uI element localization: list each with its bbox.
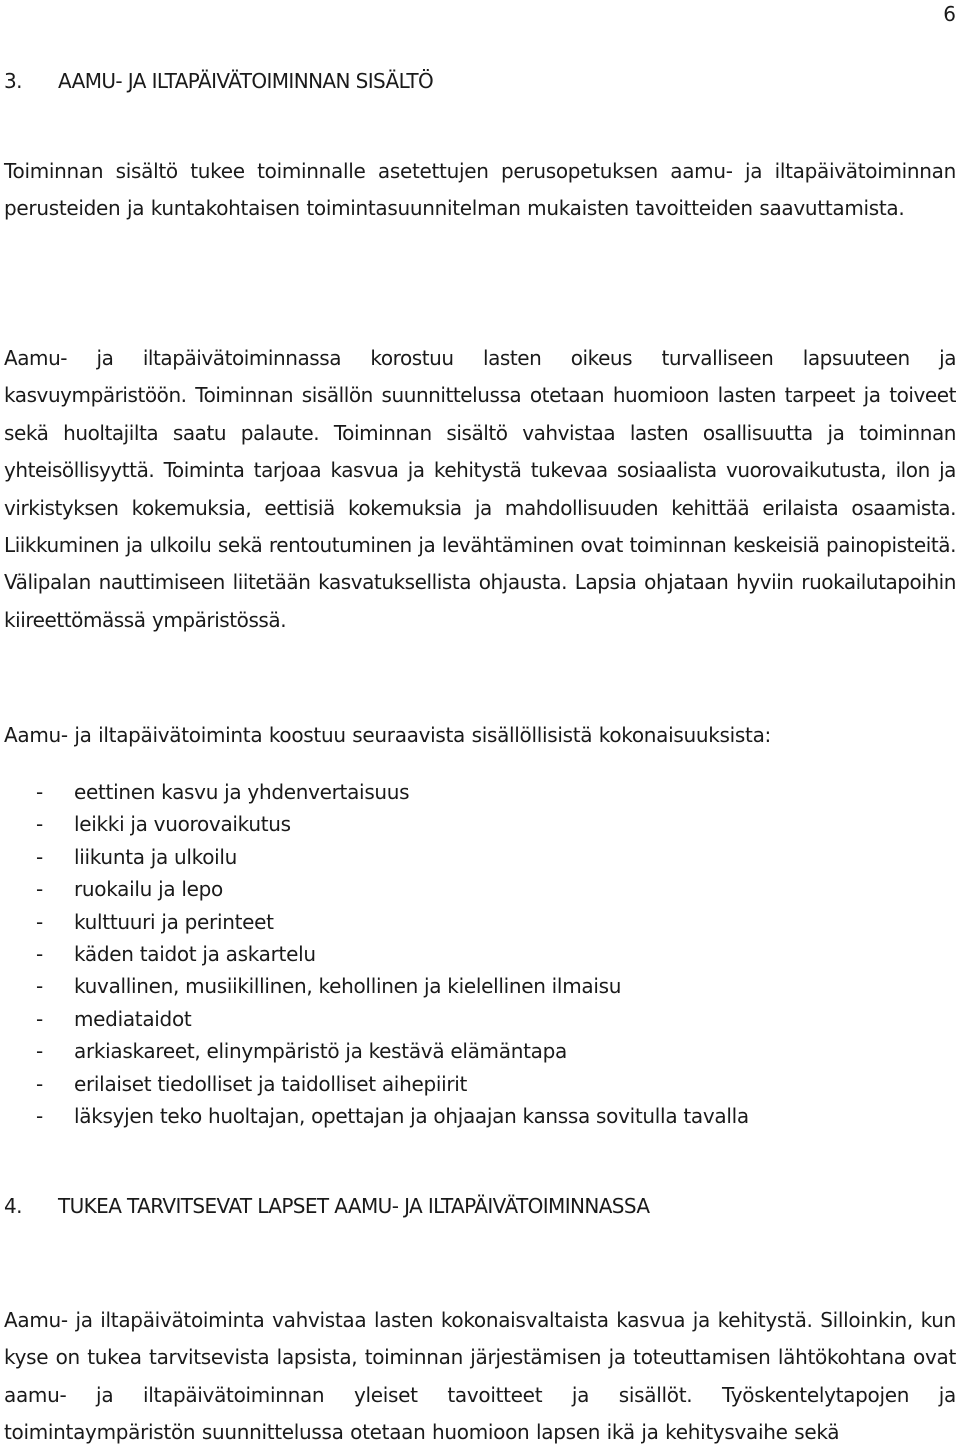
list-item-text: eettinen kasvu ja yhdenvertaisuus	[74, 780, 410, 804]
list-dash: -	[36, 844, 43, 869]
list-item	[36, 1100, 749, 1132]
list-dash: -	[36, 1104, 43, 1129]
section-3-number: 3.	[4, 69, 22, 93]
list-item-text: käden taidot ja askartelu	[74, 942, 316, 967]
list-item	[36, 873, 749, 905]
list-item	[36, 1068, 749, 1100]
list-dash: -	[36, 1006, 43, 1031]
list-dash: -	[36, 1039, 43, 1064]
section-4-number: 4.	[4, 1194, 22, 1218]
list-item-text: kulttuuri ja perinteet	[74, 909, 274, 934]
list-item-text: liikunta ja ulkoilu	[74, 844, 238, 869]
list-item-text: mediataidot	[74, 1006, 192, 1031]
list-item-text: erilaiset tiedolliset ja taidolliset aihepiirit	[74, 1071, 468, 1096]
list-dash: -	[36, 780, 43, 804]
list-item	[36, 808, 749, 840]
list-item	[36, 906, 749, 938]
section-3-title: AAMU- JA ILTAPÄIVÄTOIMINNAN SISÄLTÖ	[58, 69, 434, 93]
section-3-heading	[4, 68, 433, 94]
list-dash: -	[36, 942, 43, 967]
list-item	[36, 841, 749, 873]
page-number: 6	[943, 2, 956, 26]
list-item-text: arkiaskareet, elinympäristö ja kestävä elämäntapa	[74, 1039, 567, 1064]
list-item	[36, 938, 749, 970]
list-item-text: leikki ja vuorovaikutus	[74, 812, 291, 837]
section-4-title: TUKEA TARVITSEVAT LAPSET AAMU- JA ILTAPÄIVÄTOIMINNASSA	[58, 1194, 650, 1218]
content-list	[36, 776, 749, 1132]
list-intro: Aamu- ja iltapäivätoiminta koostuu seuraavista sisällöllisistä kokonaisuuksista:	[4, 723, 771, 747]
section-3-paragraph-1: Toiminnan sisältö tukee toiminnalle asetettujen perusopetuksen aamu- ja iltapäivätoiminnan perusteiden ja kuntakohtaisen toimintasuunnitelman mukaisten tavoitteiden saavuttamista.	[4, 159, 956, 221]
list-item-text: ruokailu ja lepo	[74, 877, 223, 902]
list-dash: -	[36, 812, 43, 837]
list-dash: -	[36, 909, 43, 934]
list-item	[36, 776, 749, 808]
list-item	[36, 970, 749, 1002]
section-4-heading	[4, 1193, 649, 1219]
list-dash: -	[36, 1071, 43, 1096]
list-item-text: kuvallinen, musiikillinen, kehollinen ja kielellinen ilmaisu	[74, 974, 622, 999]
section-3-paragraph-2: Aamu- ja iltapäivätoiminnassa korostuu lasten oikeus turvalliseen lapsuuteen ja kasvuympäristöön. Toiminnan sisällön suunnittelussa otetaan huomioon lasten tarpeet ja toiveet sekä huoltajilta saatu palaute. Toiminnan sisältö vahvistaa lasten osallisuutta ja toiminnan yhteisöllisyyttä. Toiminta tarjoaa kasvua ja kehitystä tukevaa sosiaalista vuorovaikutusta, ilon ja virkistyksen kokemuksia, eettisiä kokemuksia ja mahdollisuuden kehittää erilaista osaamista. Liikkuminen ja ulkoilu sekä rentoutuminen ja levähtäminen ovat toiminnan keskeisiä painopisteitä. Välipalan nauttimiseen liitetään kasvatuksellista ohjausta. Lapsia ohjataan hyviin ruokailutapoihin kiireettömässä ympäristössä.	[4, 346, 956, 632]
list-dash: -	[36, 877, 43, 902]
list-item	[36, 1035, 749, 1067]
list-item	[36, 1003, 749, 1035]
list-item-text: läksyjen teko huoltajan, opettajan ja ohjaajan kanssa sovitulla tavalla	[74, 1104, 749, 1129]
list-dash: -	[36, 974, 43, 999]
section-4-paragraph-1: Aamu- ja iltapäivätoiminta vahvistaa lasten kokonaisvaltaista kasvua ja kehitystä. Silloinkin, kun kyse on tukea tarvitsevista lapsista, toiminnan järjestämisen ja toteuttamisen lähtökohtana ovat aamu- ja iltapäivätoiminnan yleiset tavoitteet ja sisällöt. Työskentelytapojen ja toimintaympäristön suunnittelussa otetaan huomioon lapsen ikä ja kehitysvaihe sekä	[4, 1308, 956, 1445]
